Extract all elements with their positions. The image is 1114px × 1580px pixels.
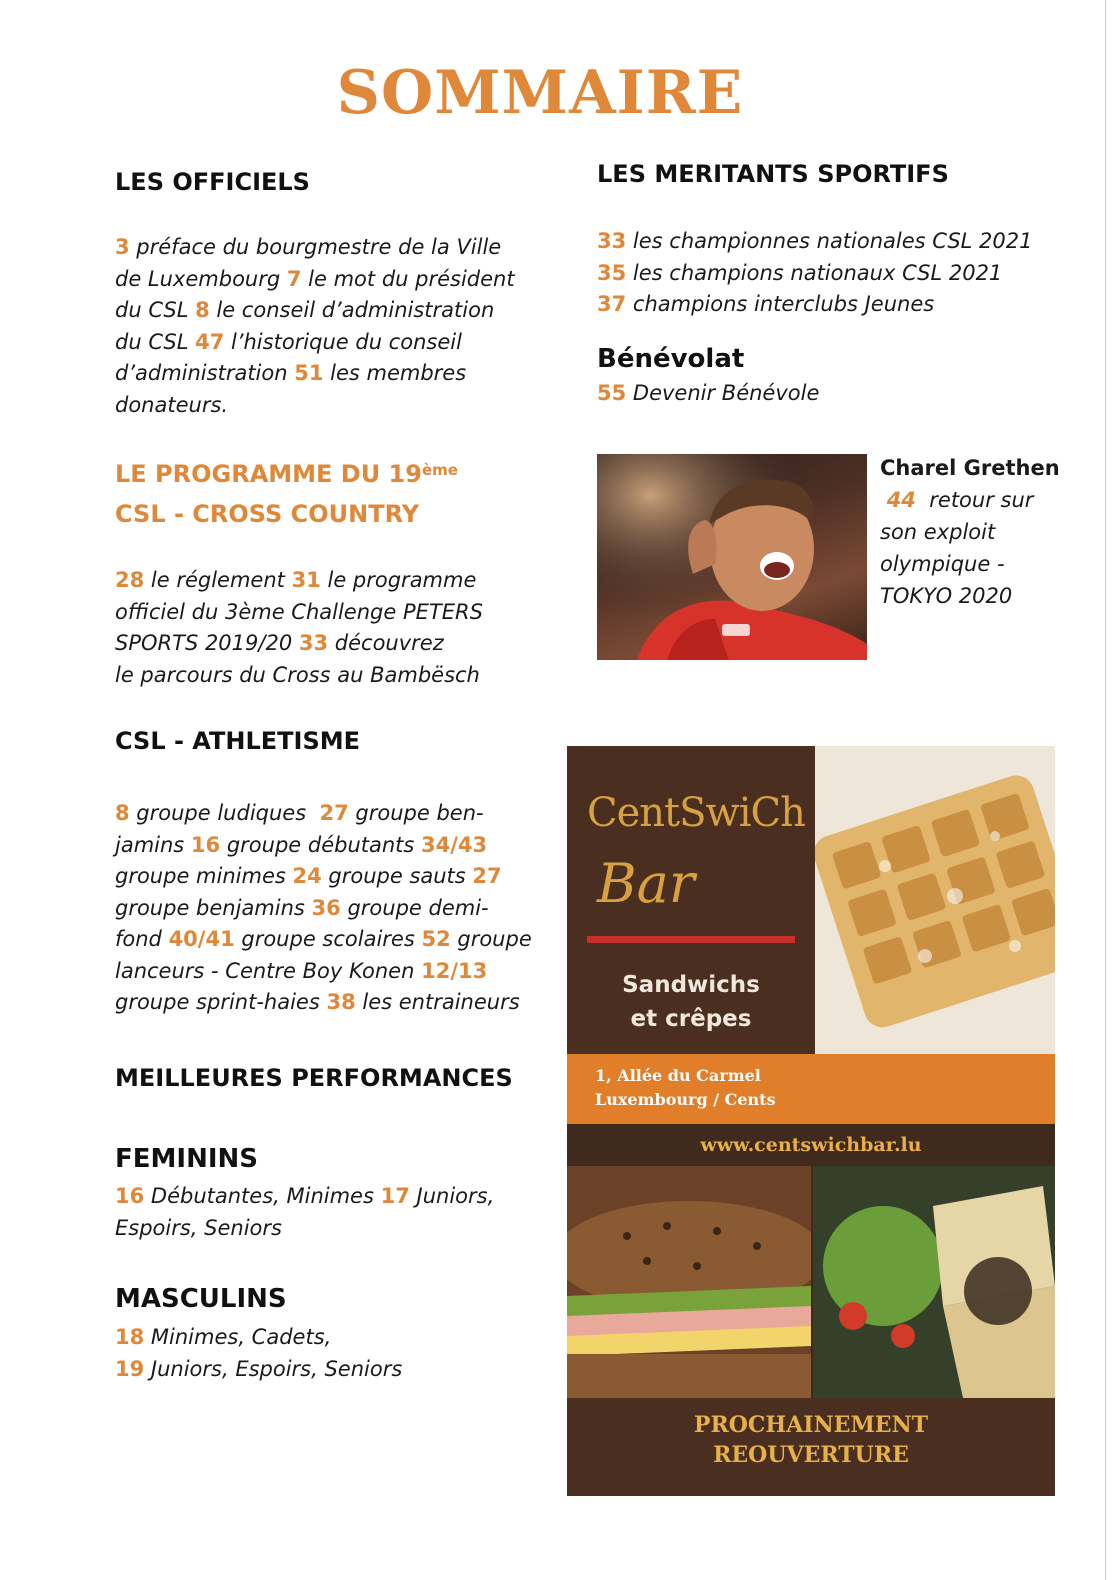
toc-line	[115, 987, 532, 1019]
toc-text: groupe sauts	[321, 864, 473, 888]
heading-programme-line2: CSL - CROSS COUNTRY	[115, 500, 420, 528]
heading-performances: MEILLEURES PERFORMANCES	[115, 1064, 513, 1092]
sandwich-illustration	[567, 1166, 811, 1398]
ad-divider	[587, 936, 795, 943]
page-number: 3	[115, 235, 130, 259]
toc-line	[115, 1181, 494, 1213]
toc-text: groupe benjamins	[115, 895, 312, 920]
toc-text: Débutantes, Minimes	[144, 1184, 381, 1208]
page-number: 28	[115, 568, 145, 592]
page-number: 24	[292, 864, 322, 888]
ad-salad-photo	[813, 1166, 1055, 1398]
waffle-illustration	[815, 746, 1055, 1054]
ad-waffle-photo	[815, 746, 1055, 1054]
ad-address-line1: 1, Allée du Carmel	[595, 1066, 761, 1085]
page-number: 19	[115, 1356, 145, 1381]
page-number: 33	[298, 631, 329, 655]
toc-text: les membres	[323, 361, 467, 385]
ad-logo-centswich: CentSwiCh	[587, 790, 805, 836]
toc-line	[115, 798, 532, 830]
toc-text: groupe ludiques	[129, 801, 320, 825]
toc-text: champions interclubs Jeunes	[626, 292, 935, 316]
page-number: 55	[597, 381, 627, 405]
toc-line	[597, 289, 1032, 321]
ad-brand-panel	[567, 746, 815, 1054]
centswich-advertisement[interactable]	[567, 746, 1055, 1496]
toc-text: Juniors,	[409, 1184, 495, 1208]
heading-benevolat: Bénévolat	[597, 344, 745, 374]
page-title: SOMMAIRE	[336, 58, 744, 128]
toc-line	[115, 295, 515, 327]
toc-text: Devenir Bénévole	[626, 381, 820, 405]
page-number: 8	[115, 801, 130, 825]
heading-programme	[115, 454, 458, 534]
toc-line	[115, 597, 483, 629]
toc-line	[115, 1354, 402, 1386]
heading-feminins: FEMININS	[115, 1144, 258, 1174]
ad-tagline-line2: et crêpes	[630, 1006, 752, 1032]
toc-line	[115, 264, 515, 296]
salad-illustration	[813, 1166, 1055, 1398]
toc-line	[115, 660, 483, 692]
page-number: 27	[472, 864, 502, 888]
toc-text: SPORTS 2019/20	[115, 631, 299, 655]
athlete-line3: olympique -	[880, 552, 1005, 576]
page-number: 35	[597, 260, 627, 285]
heading-programme-line1: LE PROGRAMME DU 19	[115, 460, 422, 488]
toc-text: fond	[115, 927, 169, 951]
ad-tagline-line1: Sandwichs	[622, 972, 760, 998]
toc-text: l’historique du conseil	[224, 329, 462, 354]
ad-address-band	[567, 1054, 1055, 1124]
toc-text: donateurs.	[115, 392, 229, 417]
page-number: 16	[115, 1184, 145, 1208]
heading-masculins: MASCULINS	[115, 1284, 287, 1314]
toc-line	[115, 390, 515, 422]
athlete-line4: TOKYO 2020	[880, 584, 1013, 608]
page-number: 52	[421, 927, 451, 951]
officiels-text	[115, 232, 515, 421]
heading-programme-sup: ème	[421, 461, 458, 479]
ad-bottom-line1: PROCHAINEMENT	[693, 1412, 929, 1438]
page-number: 31	[291, 568, 321, 592]
page-number: 17	[380, 1184, 410, 1208]
toc-line	[115, 893, 532, 925]
page-number: 34/43	[421, 832, 488, 857]
toc-line	[115, 924, 532, 956]
toc-text: Minimes, Cadets,	[144, 1325, 332, 1349]
toc-text: de Luxembourg	[115, 266, 287, 291]
toc-line	[597, 258, 1032, 290]
toc-line	[115, 1322, 402, 1354]
ad-website-link[interactable]: www.centswichbar.lu	[567, 1124, 1055, 1166]
athletisme-text	[115, 798, 532, 1019]
heading-meritants: LES MERITANTS SPORTIFS	[597, 160, 949, 188]
toc-text: les championnes nationales CSL 2021	[626, 229, 1033, 253]
toc-line	[115, 1213, 494, 1245]
athlete-photo	[597, 454, 867, 660]
toc-line	[115, 830, 532, 862]
athlete-line1	[880, 484, 1060, 516]
page-number: 8	[195, 298, 210, 322]
page-number: 18	[115, 1325, 145, 1349]
toc-text: lanceurs - Centre Boy Konen	[115, 958, 422, 983]
toc-text: Espoirs, Seniors	[115, 1215, 282, 1240]
ad-reopening-banner	[567, 1398, 1055, 1496]
ad-sandwich-photo	[567, 1166, 811, 1398]
toc-line	[115, 358, 515, 390]
page-number: 40/41	[168, 927, 235, 951]
page-number: 27	[319, 801, 349, 825]
toc-line	[115, 956, 532, 988]
toc-line	[115, 861, 532, 893]
athlete-name: Charel Grethen	[880, 456, 1060, 480]
toc-text: préface du bourgmestre de la Ville	[129, 235, 502, 259]
ad-food-photos	[567, 1166, 1055, 1398]
toc-text: groupe ben-	[348, 801, 484, 825]
toc-text: le mot du président	[301, 266, 515, 291]
toc-text: d’administration	[115, 361, 295, 385]
page-number: 16	[190, 832, 221, 857]
ad-address-line2: Luxembourg / Cents	[595, 1090, 776, 1109]
page-number: 36	[311, 895, 341, 920]
toc-text: officiel du 3ème Challenge PETERS	[115, 599, 483, 624]
toc-text: groupe	[450, 927, 532, 951]
toc-line	[597, 226, 1032, 258]
toc-text: le conseil d’administration	[209, 298, 495, 322]
toc-text: les entraineurs	[355, 990, 520, 1014]
ad-tagline	[567, 968, 815, 1036]
toc-text: du CSL	[115, 298, 196, 322]
toc-text: le parcours du Cross au Bambësch	[115, 662, 480, 687]
athlete-text1: retour sur	[915, 488, 1034, 512]
toc-text: groupe scolaires	[234, 927, 422, 951]
programme-text	[115, 565, 483, 691]
masculins-text	[115, 1322, 402, 1385]
toc-line	[597, 378, 819, 410]
feminins-text	[115, 1181, 494, 1244]
toc-text: le programme	[320, 568, 477, 592]
page-number: 7	[286, 266, 302, 291]
toc-text: découvrez	[328, 631, 444, 655]
toc-text: le réglement	[144, 568, 292, 592]
toc-line	[115, 327, 515, 359]
toc-text: groupe sprint-haies	[115, 990, 327, 1014]
page-number: 33	[597, 229, 627, 253]
page-number: 37	[597, 292, 627, 316]
meritants-text	[597, 226, 1032, 321]
page-number: 47	[195, 329, 225, 354]
toc-text: du CSL	[115, 329, 196, 354]
toc-line	[115, 628, 483, 660]
toc-line	[115, 232, 515, 264]
benevolat-text	[597, 378, 819, 410]
page-number: 12/13	[421, 958, 488, 983]
athlete-caption	[880, 452, 1060, 612]
athlete-page-number: 44	[886, 488, 916, 512]
heading-athletisme: CSL - ATHLETISME	[115, 727, 361, 755]
athlete-line2: son exploit	[880, 520, 996, 544]
toc-text: groupe demi-	[340, 895, 489, 920]
toc-text: les champions nationaux CSL 2021	[626, 260, 1003, 285]
athlete-illustration	[597, 454, 867, 660]
toc-text: groupe débutants	[220, 832, 422, 857]
toc-line	[115, 565, 483, 597]
ad-bottom-line2: REOUVERTURE	[713, 1442, 909, 1468]
page-number: 51	[294, 361, 324, 385]
heading-officiels: LES OFFICIELS	[115, 168, 310, 196]
toc-text: jamins	[115, 832, 191, 857]
page-number: 38	[326, 990, 356, 1014]
toc-text: Juniors, Espoirs, Seniors	[144, 1356, 403, 1381]
ad-logo-bar: Bar	[597, 852, 695, 915]
toc-text: groupe minimes	[115, 864, 293, 888]
